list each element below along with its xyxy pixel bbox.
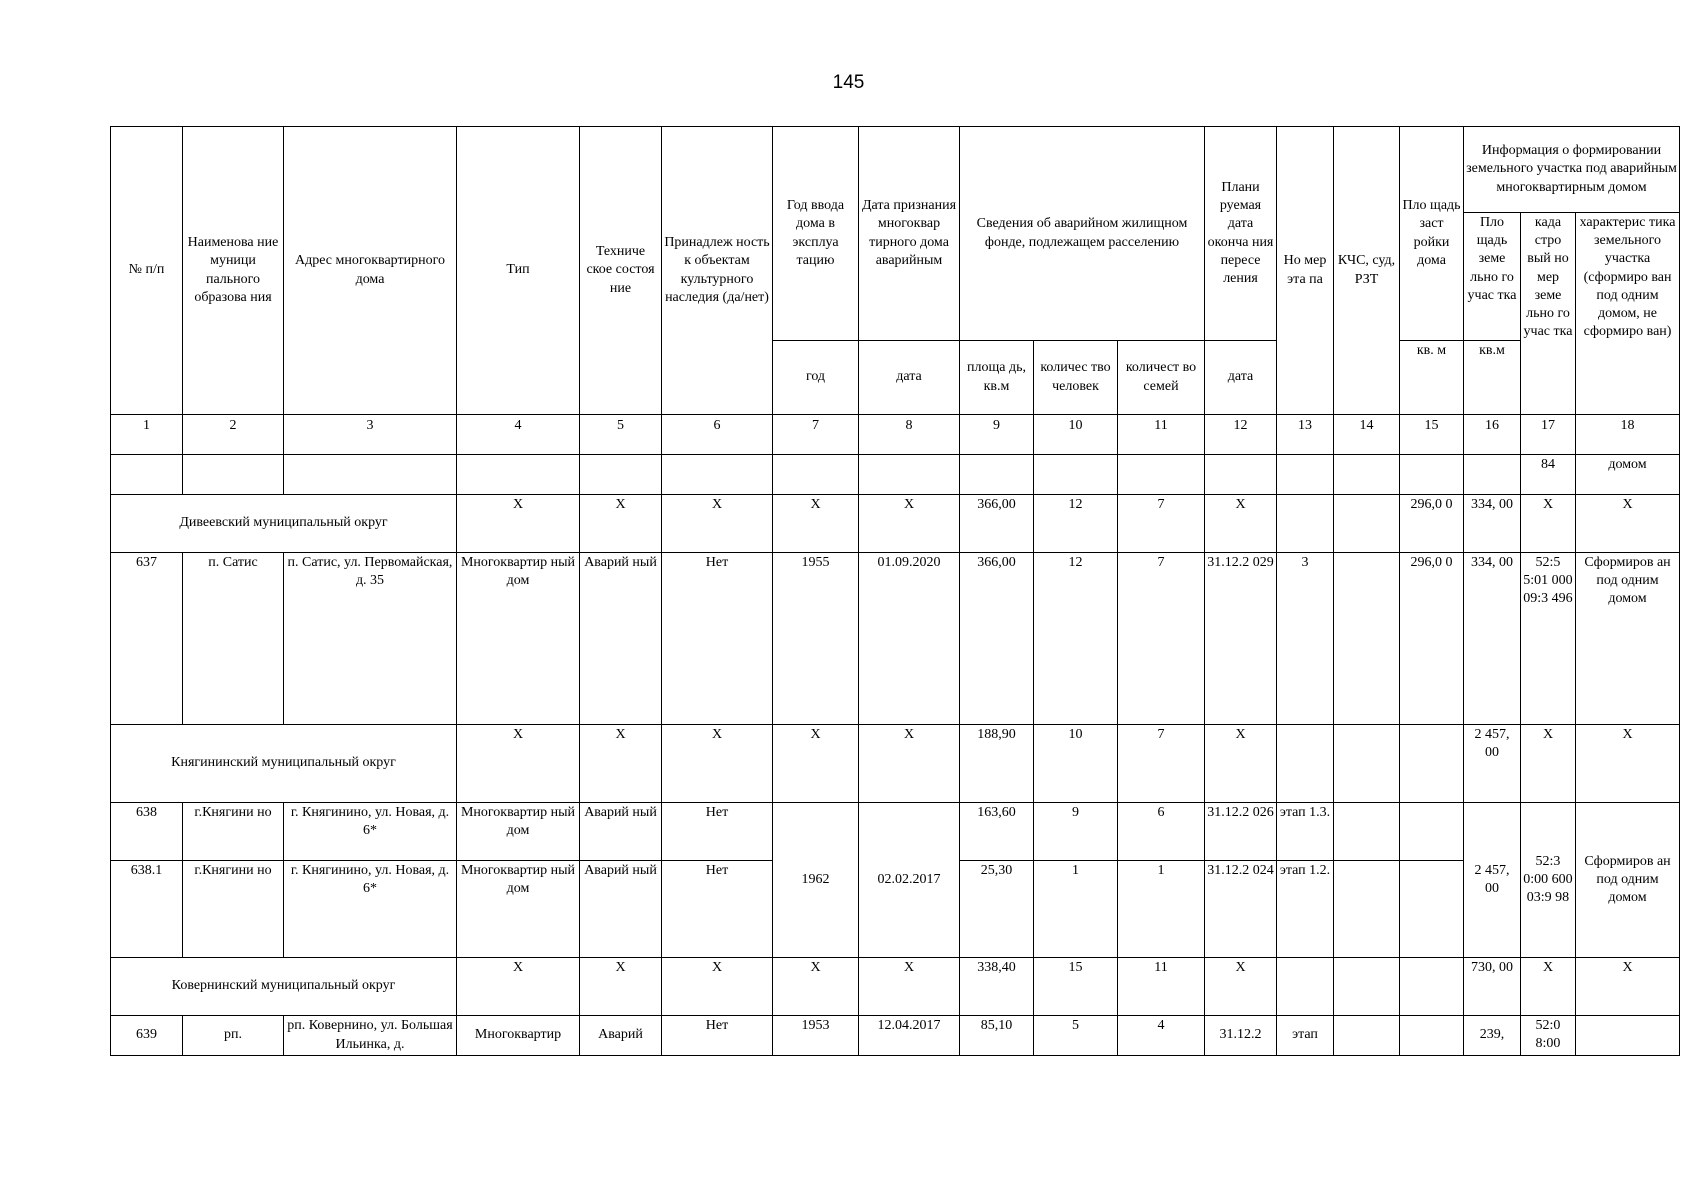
section-building-area: 296,0 0	[1400, 495, 1464, 553]
cadastral-continuation: 84	[1521, 455, 1576, 495]
col-header-year-built: Год ввода дома в эксплуа тацию	[773, 127, 859, 341]
col-header-land-plot-info: Информация о формировании земельного участка под аварийным многоквартирным домом	[1464, 127, 1680, 213]
section-people: 10	[1034, 725, 1118, 803]
col-header-type: Тип	[457, 127, 580, 415]
municipality: п. Сатис	[183, 553, 284, 725]
planned-date: 31.12.2	[1205, 1016, 1277, 1056]
header-row-1	[111, 127, 1680, 213]
col-number: 2	[183, 415, 284, 455]
section-people: 15	[1034, 958, 1118, 1016]
unit-year: год	[773, 341, 859, 415]
section-name: Княгининский муниципальный округ	[111, 725, 457, 803]
col-number: 18	[1576, 415, 1680, 455]
unit-building-area: кв. м	[1400, 341, 1464, 415]
type: Многоквартир ный дом	[457, 553, 580, 725]
families: 4	[1118, 1016, 1205, 1056]
page-number: 145	[832, 72, 865, 93]
cadastral-number: 52:0 8:00	[1521, 1016, 1576, 1056]
row-number: 639	[111, 1016, 183, 1056]
table-row	[111, 803, 1680, 861]
address: рп. Ковернино, ул. Большая Ильинка, д.	[284, 1016, 457, 1056]
stage: этап 1.2.	[1277, 861, 1334, 958]
section-families: 11	[1118, 958, 1205, 1016]
section-plot-area: 2 457, 00	[1464, 725, 1521, 803]
section-area: 338,40	[960, 958, 1034, 1016]
row-number: 638	[111, 803, 183, 861]
col-header-tech-state: Техниче ское состоя ние	[580, 127, 662, 415]
col-header-number: № п/п	[111, 127, 183, 415]
unit-planned-date: дата	[1205, 341, 1277, 415]
planned-date: 31.12.2 024	[1205, 861, 1277, 958]
col-number: 7	[773, 415, 859, 455]
col-number: 9	[960, 415, 1034, 455]
col-number: 17	[1521, 415, 1576, 455]
section-families: 7	[1118, 495, 1205, 553]
cultural-heritage: Нет	[662, 861, 773, 958]
section-name: Дивеевский муниципальный округ	[111, 495, 457, 553]
section-row-koverninsky: Ковернинский муниципальный округ X X X X X 338,40 15 11 X 730, 00 X X	[111, 958, 1680, 1016]
section-row-knyagininsky: Княгининский муниципальный округ X X X X X 188,90 10 7 X 2 457, 00 X X	[111, 725, 1680, 803]
building-area: 296,0 0	[1400, 553, 1464, 725]
continuation-row	[111, 455, 1680, 495]
municipality: г.Княгини но	[183, 861, 284, 958]
col-header-housing-info: Сведения об аварийном жилищном фонде, подлежащем расселению	[960, 127, 1205, 341]
col-number: 5	[580, 415, 662, 455]
type: Многоквартир ный дом	[457, 861, 580, 958]
people: 12	[1034, 553, 1118, 725]
col-number: 1	[111, 415, 183, 455]
emergency-date: 01.09.2020	[859, 553, 960, 725]
section-row-diveevsky: Дивеевский муниципальный округ X X X X X 366,00 12 7 X 296,0 0 334, 00 X X	[111, 495, 1680, 553]
plot-area: 2 457, 00	[1464, 803, 1521, 958]
col-number: 16	[1464, 415, 1521, 455]
cultural-heritage: Нет	[662, 553, 773, 725]
type: Многоквартир	[457, 1016, 580, 1056]
unit-family-count: количест во семей	[1118, 341, 1205, 415]
municipality: рп.	[183, 1016, 284, 1056]
address: п. Сатис, ул. Первомайская, д. 35	[284, 553, 457, 725]
planned-date: 31.12.2 029	[1205, 553, 1277, 725]
col-number: 6	[662, 415, 773, 455]
section-families: 7	[1118, 725, 1205, 803]
col-header-plot-characteristic: характерис тика земельного участка (сформиро ван под одним домом, не сформиро ван)	[1576, 213, 1680, 415]
col-header-emergency-date: Дата признания многоквар тирного дома аварийным	[859, 127, 960, 341]
row-number: 638.1	[111, 861, 183, 958]
tech-state: Аварий ный	[580, 861, 662, 958]
col-header-kchs: КЧС, суд, РЗТ	[1334, 127, 1400, 415]
type: Многоквартир ный дом	[457, 803, 580, 861]
section-area: 188,90	[960, 725, 1034, 803]
column-number-row	[111, 415, 1680, 455]
area: 25,30	[960, 861, 1034, 958]
col-header-building-area: Пло щадь заст ройки дома	[1400, 127, 1464, 341]
emergency-date: 12.04.2017	[859, 1016, 960, 1056]
area: 163,60	[960, 803, 1034, 861]
characteristic-continuation: домом	[1576, 455, 1680, 495]
stage: 3	[1277, 553, 1334, 725]
col-header-planned-date: Плани руемая дата оконча ния пересе ления	[1205, 127, 1277, 341]
people: 1	[1034, 861, 1118, 958]
emergency-date: 02.02.2017	[859, 803, 960, 958]
section-area: 366,00	[960, 495, 1034, 553]
year-built: 1953	[773, 1016, 859, 1056]
unit-date: дата	[859, 341, 960, 415]
col-number: 14	[1334, 415, 1400, 455]
unit-area-sqm: площа дь, кв.м	[960, 341, 1034, 415]
col-header-stage: Но мер эта па	[1277, 127, 1334, 415]
families: 7	[1118, 553, 1205, 725]
section-name: Ковернинский муниципальный округ	[111, 958, 457, 1016]
col-header-cultural-heritage: Принадлеж ность к объектам культурного наследия (да/нет)	[662, 127, 773, 415]
col-number: 11	[1118, 415, 1205, 455]
area: 366,00	[960, 553, 1034, 725]
col-header-municipality: Наименова ние муници пального образова ния	[183, 127, 284, 415]
row-number: 637	[111, 553, 183, 725]
col-number: 15	[1400, 415, 1464, 455]
year-built: 1955	[773, 553, 859, 725]
stage: этап	[1277, 1016, 1334, 1056]
tech-state: Аварий ный	[580, 803, 662, 861]
tech-state: Аварий ный	[580, 553, 662, 725]
cultural-heritage: Нет	[662, 803, 773, 861]
families: 6	[1118, 803, 1205, 861]
col-number: 12	[1205, 415, 1277, 455]
section-plot-area: 334, 00	[1464, 495, 1521, 553]
people: 9	[1034, 803, 1118, 861]
section-people: 12	[1034, 495, 1118, 553]
col-number: 13	[1277, 415, 1334, 455]
year-built: 1962	[773, 803, 859, 958]
col-number: 4	[457, 415, 580, 455]
emergency-housing-table	[110, 126, 1680, 1056]
people: 5	[1034, 1016, 1118, 1056]
tech-state: Аварий	[580, 1016, 662, 1056]
families: 1	[1118, 861, 1205, 958]
unit-people-count: количес тво человек	[1034, 341, 1118, 415]
stage: этап 1.3.	[1277, 803, 1334, 861]
plot-area: 239,	[1464, 1016, 1521, 1056]
section-plot-area: 730, 00	[1464, 958, 1521, 1016]
col-header-cadastral-number: када стро вый но мер земе льно го учас тка	[1521, 213, 1576, 415]
municipality: г.Княгини но	[183, 803, 284, 861]
col-number: 3	[284, 415, 457, 455]
table-row	[111, 1016, 1680, 1056]
col-number: 10	[1034, 415, 1118, 455]
cultural-heritage: Нет	[662, 1016, 773, 1056]
col-header-address: Адрес многоквартирного дома	[284, 127, 457, 415]
plot-area: 334, 00	[1464, 553, 1521, 725]
plot-characteristic: Сформиров ан под одним домом	[1576, 553, 1680, 725]
col-header-plot-area: Пло щадь земе льно го учас тка	[1464, 213, 1521, 341]
address: г. Княгинино, ул. Новая, д. 6*	[284, 803, 457, 861]
cadastral-number: 52:3 0:00 600 03:9 98	[1521, 803, 1576, 958]
area: 85,10	[960, 1016, 1034, 1056]
plot-characteristic: Сформиров ан под одним домом	[1576, 803, 1680, 958]
table-row	[111, 553, 1680, 725]
planned-date: 31.12.2 026	[1205, 803, 1277, 861]
col-number: 8	[859, 415, 960, 455]
unit-plot-area: кв.м	[1464, 341, 1521, 415]
address: г. Княгинино, ул. Новая, д. 6*	[284, 861, 457, 958]
cadastral-number: 52:5 5:01 000 09:3 496	[1521, 553, 1576, 725]
